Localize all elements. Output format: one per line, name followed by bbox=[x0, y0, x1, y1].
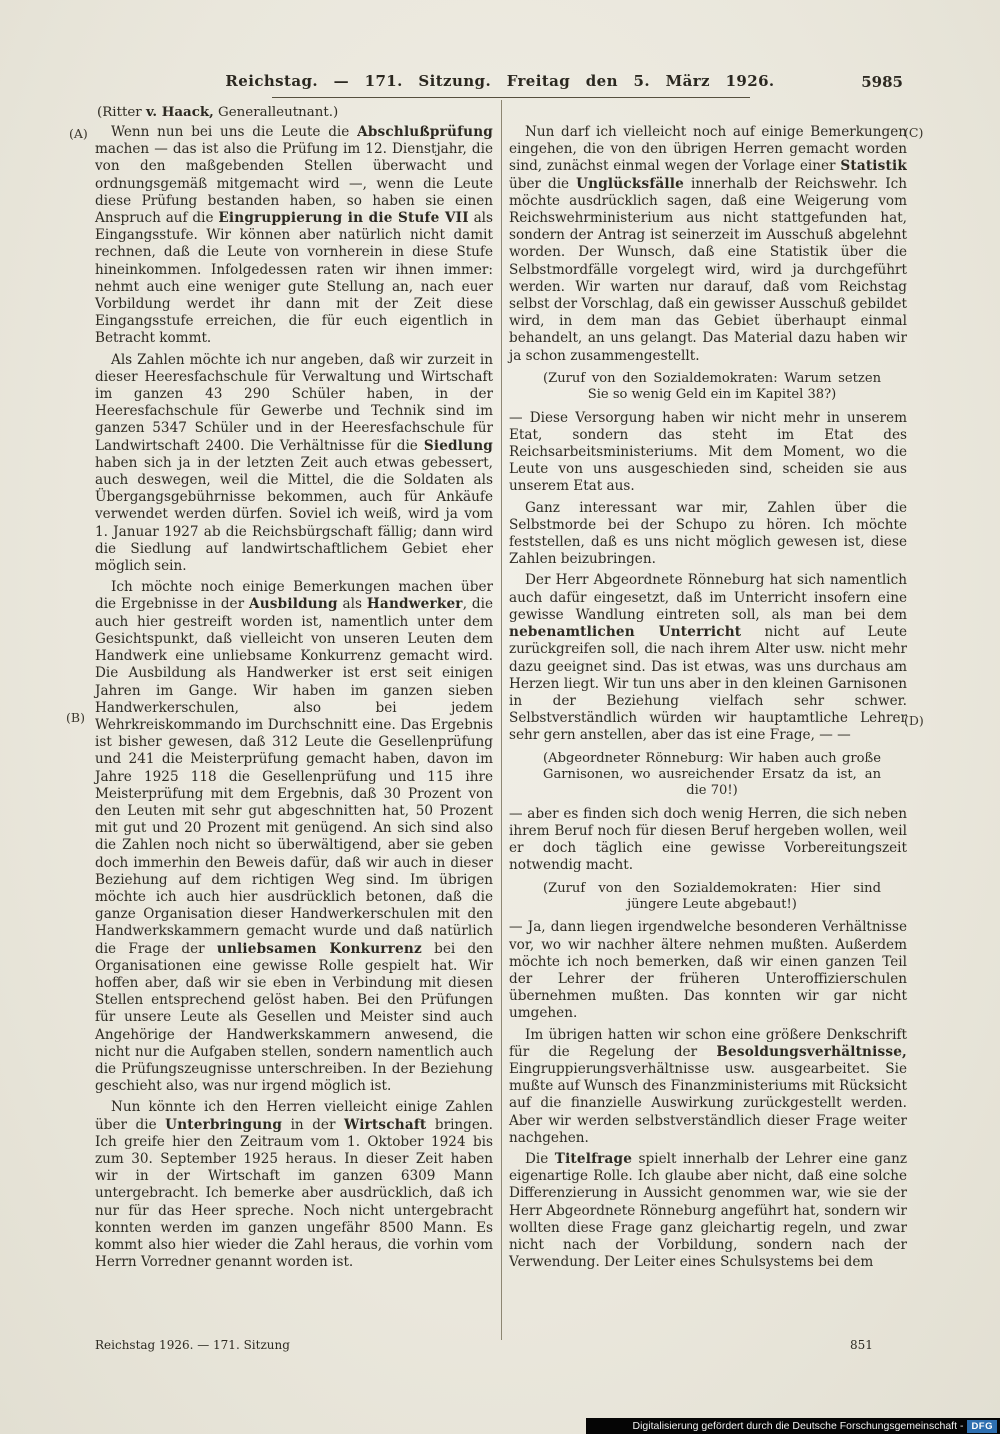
dfg-logo: DFG bbox=[967, 1420, 997, 1433]
paragraph: (Zuruf von den Sozialdemokraten: Hier sind jüngere Leute abgebaut!) bbox=[543, 880, 881, 912]
paragraph: Als Zahlen möchte ich nur angeben, daß wir zurzeit in dieser Heeresfachschule für Verwaltung und Wirtschaft im ganzen 43 290 Schüler haben, in der Heeresfachschule für Gewerbe und Technik sind im ganzen 5347 Schüler und in der Heeresfachschule für Landwirtschaft 2400. Die Verhältnisse für die Siedlung haben sich ja in der letzten Zeit auch etwas gebessert, auch deswegen, weil die Mittel, die die Soldaten als Übergangsgebührnisse bekommen, auch für Ankäufe verwendet werden dürfen. Soviel ich weiß, wird ja vom 1. Januar 1927 ab die Reichsbürgschaft fällig; dann wird die Siedlung auf landwirtschaftlichem Gebiet eher möglich sein. bbox=[95, 351, 493, 575]
left-text-column bbox=[95, 124, 493, 1271]
paragraph: Wenn nun bei uns die Leute die Abschlußprüfung machen — das ist also die Prüfung im 12. Dienstjahr, die von den maßgebenden Stellen überwacht und ordnungsgemäß mitgemacht wird —, wenn die Leute diese Prüfung bestanden haben, so haben sie einen Anspruch auf die Eingruppierung in die Stufe VII als Eingangsstufe. Wir können aber natürlich nicht damit rechnen, daß die Leute von vornherein in diese Stufe hineinkommen. Infolgedessen raten wir ihnen immer: nehmt auch eine weniger gute Stellung an, nach euer Vorbildung werdet ihr dann mit der Zeit diese Eingangsstufe erreichen, die für euch eigentlich in Betracht kommt. bbox=[95, 124, 493, 347]
paragraph: Im übrigen hatten wir schon eine größere Denkschrift für die Regelung der Besoldungsverhältnisse, Eingruppierungsverhältnisse usw. ausgearbeitet. Sie mußte auf Wunsch des Finanzministeriums mit Rücksicht auf die finanzielle Auswirkung zurückgestellt werden. Aber wir werden selbstverständlich dieser Frage weiter nachgehen. bbox=[509, 1026, 907, 1146]
paragraph: — aber es finden sich doch wenig Herren, die sich neben ihrem Beruf noch für diesen Beruf hergeben wollen, weil er doch täglich eine gewisse Vorbereitungszeit notwendig macht. bbox=[509, 805, 907, 874]
paragraph: — Ja, dann liegen irgendwelche besonderen Verhältnisse vor, wo wir nachher ältere nehmen mußten. Außerdem möchte ich noch bemerken, daß wir einen ganzen Teil der Lehrer der früheren Unteroffizierschulen übernehmen mußten. Das konnten wir gar nicht umgehen. bbox=[509, 919, 907, 1022]
digitization-bar bbox=[586, 1418, 1000, 1434]
paragraph: Ganz interessant war mir, Zahlen über die Selbstmorde bei der Schupo zu hören. Ich möchte feststellen, daß es uns nicht möglich gewesen ist, diese Zahlen beizubringen. bbox=[509, 499, 907, 568]
paragraph: Nun darf ich vielleicht noch auf einige Bemerkungen eingehen, die von den übrigen Herren gemacht worden sind, zunächst einmal wegen der Vorlage einer Statistik über die Unglücksfälle innerhalb der Reichswehr. Ich möchte ausdrücklich sagen, daß eine Weigerung vom Reichswehrministerium aus nicht stattgefunden hat, sondern der Antrag ist seinerzeit im Ausschuß abgelehnt worden. Der Wunsch, daß eine Statistik über die Selbstmordfälle vorgelegt wird, wird ja durchgeführt werden. Wir warten nur darauf, daß vom Reichstag selbst der Vorschlag, daß ein gewisser Ausschuß gebildet wird, in dem man das Gebiet überhaupt einmal behandelt, an uns gelangt. Das Material dazu haben wir ja schon zusammengestellt. bbox=[509, 124, 907, 364]
right-text-column bbox=[509, 124, 907, 1271]
speaker-note: (Ritter v. Haack, Generalleutnant.) bbox=[97, 104, 339, 120]
page-header bbox=[95, 72, 905, 94]
paragraph: Ich möchte noch einige Bemerkungen machen über die Ergebnisse in der Ausbildung als Handwerker, die auch hier gestreift worden ist, namentlich unter dem Gesichtspunkt, daß vielleicht von unseren Leuten dem Handwerk eine unliebsame Konkurrenz gemacht wird. Die Ausbildung als Handwerker ist erst seit einigen Jahren im Gange. Wir haben im ganzen sieben Handwerkerschulen, also bei jedem Wehrkreiskommando im Durchschnitt eine. Das Ergebnis ist bisher gewesen, daß 312 Leute die Gesellenprüfung und 241 die Meisterprüfung gemacht haben, davon im Jahre 1925 118 die Gesellenprüfung und 115 ihre Meisterprüfung mit dem Ergebnis, daß 30 Prozent von den Leuten mit sehr gut abgeschnitten hat, 50 Prozent mit gut und 20 Prozent mit genügend. An sich sind also die Zahlen noch nicht so überwältigend, aber sie geben doch immerhin den Beweis dafür, daß wir auch in dieser Beziehung auf dem richtigen Weg sind. Im übrigen möchte ich auch hier ausdrücklich betonen, daß die ganze Organisation dieser Handwerkerschulen mit den Handwerkskammern gemacht wurde und daß natürlich die Frage der unliebsamen Konkurrenz bei den Organisationen eine gewisse Rolle gespielt hat. Wir hoffen aber, daß wir sie eben in Verbindung mit diesen Stellen entsprechend gelöst haben. Bei den Prüfungen für unsere Leute als Gesellen und Meister sind auch Angehörige der Handwerkskammern anwesend, die nicht nur die Aufgaben stellen, sondern namentlich auch die Prüfungszeugnisse unterschreiben. In der Beziehung geschieht also, was nur irgend möglich ist. bbox=[95, 579, 493, 1095]
paragraph: — Diese Versorgung haben wir nicht mehr in unserem Etat, sondern das steht im Etat des Reichsarbeitsministeriums. Mit dem Moment, wo die Leute von uns ausgeschieden sind, scheiden sie aus unserem Etat aus. bbox=[509, 409, 907, 495]
footer-session-label: Reichstag 1926. — 171. Sitzung bbox=[95, 1338, 290, 1352]
footer-sheet-number: 851 bbox=[850, 1338, 873, 1352]
paragraph: Die Titelfrage spielt innerhalb der Lehrer eine ganz eigenartige Rolle. Ich glaube aber nicht, daß eine solche Differenzierung in Aussicht genommen war, wie sie der Herr Abgeordnete Rönneburg angeführt hat, sondern wir wollten diese Frage ganz gleichartig regeln, und zwar nicht nach der Vorbildung, sondern nach der Verwendung. Der Leiter eines Schulsystems bei dem bbox=[509, 1151, 907, 1271]
digitization-credit-text: Digitalisierung gefördert durch die Deutsche Forschungsgemeinschaft - bbox=[632, 1420, 964, 1432]
column-mark-b: (B) bbox=[66, 710, 85, 725]
column-mark-c: (C) bbox=[904, 125, 924, 140]
paragraph: Nun könnte ich den Herren vielleicht einige Zahlen über die Unterbringung in der Wirtschaft bringen. Ich greife hier den Zeitraum vom 1. Oktober 1924 bis zum 30. September 1925 heraus. In dieser Zeit haben wir in der Wirtschaft im ganzen 6309 Mann untergebracht. Ich bemerke aber ausdrücklich, daß ich nur für das Heer spreche. Noch nicht untergebracht konnten werden im ganzen ungefähr 8500 Mann. Es kommt also hier wieder die Zahl heraus, die vorhin vom Herrn Vorredner genannt worden ist. bbox=[95, 1099, 494, 1271]
paragraph: Der Herr Abgeordnete Rönneburg hat sich namentlich auch dafür eingesetzt, daß im Unterricht insofern eine gewisse Wandlung eintreten soll, als man bei dem nebenamtlichen Unterricht nicht auf Leute zurückgreifen soll, die nach ihrem Alter usw. nicht mehr dazu geeignet sind. Das ist etwas, was uns durchaus am Herzen liegt. Wir tun uns aber in den kleinen Garnisonen in der Beziehung vielfach sehr schwer. Selbstverständlich würden wir hauptamtliche Lehrer sehr gern anstellen, aber das ist eine Frage, — — bbox=[509, 572, 908, 744]
paragraph: (Zuruf von den Sozialdemokraten: Warum setzen Sie so wenig Geld ein im Kapitel 38?) bbox=[543, 370, 881, 403]
header-rule bbox=[272, 97, 750, 98]
header-title: Reichstag. — 171. Sitzung. Freitag den 5. März 1926. bbox=[225, 72, 775, 90]
page-footer bbox=[95, 1338, 905, 1356]
column-divider bbox=[501, 100, 502, 1340]
column-mark-d: (D) bbox=[904, 713, 924, 728]
header-page-number: 5985 bbox=[861, 73, 903, 91]
column-mark-a: (A) bbox=[69, 126, 88, 141]
paragraph: (Abgeordneter Rönneburg: Wir haben auch große Garnisonen, wo ausreichender Ersatz da ist, an die 70!) bbox=[543, 750, 881, 799]
